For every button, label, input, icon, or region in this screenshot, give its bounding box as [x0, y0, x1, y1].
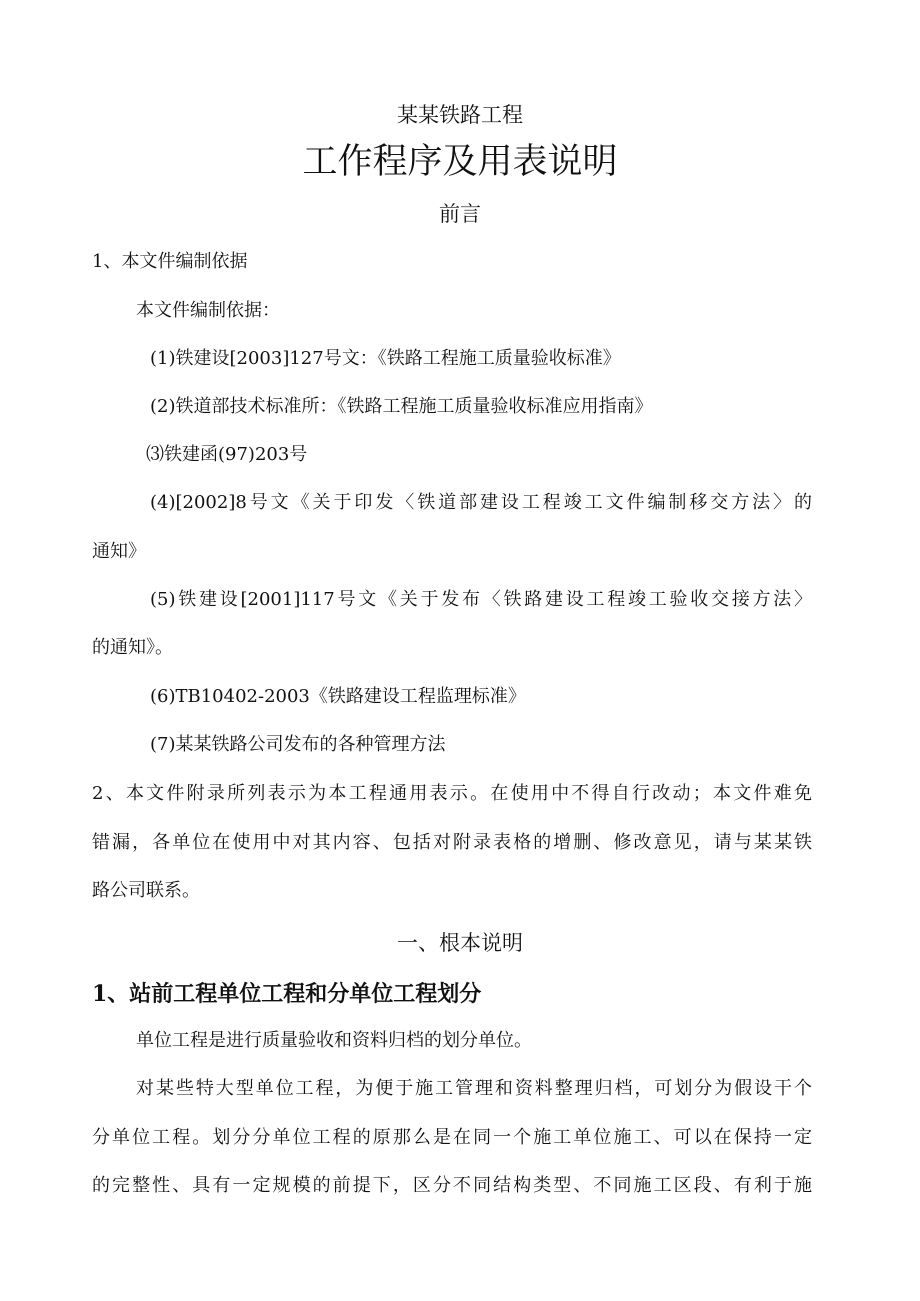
appendix-line-1: 2、本文件附录所列表示为本工程通用表示。在使用中不得自行改动；本文件难免	[92, 783, 812, 804]
basis-item-3: ⑶铁建函(97)203号	[146, 444, 308, 465]
appendix-line-3: 路公司联系。	[92, 880, 200, 901]
appendix-line-2: 错漏，各单位在使用中对其内容、包括对附录表格的增删、修改意见，请与某某铁	[92, 832, 812, 853]
basis-item-7: (7)某某铁路公司发布的各种管理方法	[150, 734, 446, 755]
basis-item-4-line-1: (4)[2002]8号文《关于印发〈铁道部建设工程竣工文件编制移交方法〉的	[150, 492, 812, 513]
basic-paragraph-2-line-1: 对某些特大型单位工程，为便于施工管理和资料整理归档，可划分为假设干个	[136, 1078, 812, 1099]
section-basis-intro: 本文件编制依据：	[136, 300, 280, 321]
basis-item-6: (6)TB10402-2003《铁路建设工程监理标准》	[150, 686, 526, 707]
basic-paragraph-2-line-2: 分单位工程。划分分单位工程的原那么是在同一个施工单位施工、可以在保持一定	[92, 1127, 812, 1148]
basis-item-2: (2)铁道部技术标准所：《铁路工程施工质量验收标准应用指南》	[150, 396, 653, 417]
document-subtitle: 某某铁路工程	[397, 103, 523, 127]
document-title: 工作程序及用表说明	[302, 142, 618, 182]
basic-subheading: 1、站前工程单位工程和分单位工程划分	[92, 981, 482, 1007]
basis-item-4-line-2: 通知》	[92, 541, 146, 562]
basis-item-1: (1)铁建设[2003]127号文：《铁路工程施工质量验收标准》	[150, 348, 621, 369]
basis-item-5-line-2: 的通知》。	[92, 637, 173, 658]
basic-paragraph-1: 单位工程是进行质量验收和资料归档的划分单位。	[136, 1030, 532, 1051]
basic-section-heading: 一、根本说明	[397, 931, 523, 955]
section-basis-heading: 1、本文件编制依据	[92, 251, 248, 272]
basic-paragraph-2-line-3: 的完整性、具有一定规模的前提下，区分不同结构类型、不同施工区段、有利于施	[92, 1175, 812, 1196]
basis-item-5-line-1: (5)铁建设[2001]117号文《关于发布〈铁路建设工程竣工验收交接方法〉	[150, 589, 812, 610]
preface-heading: 前言	[439, 202, 481, 226]
